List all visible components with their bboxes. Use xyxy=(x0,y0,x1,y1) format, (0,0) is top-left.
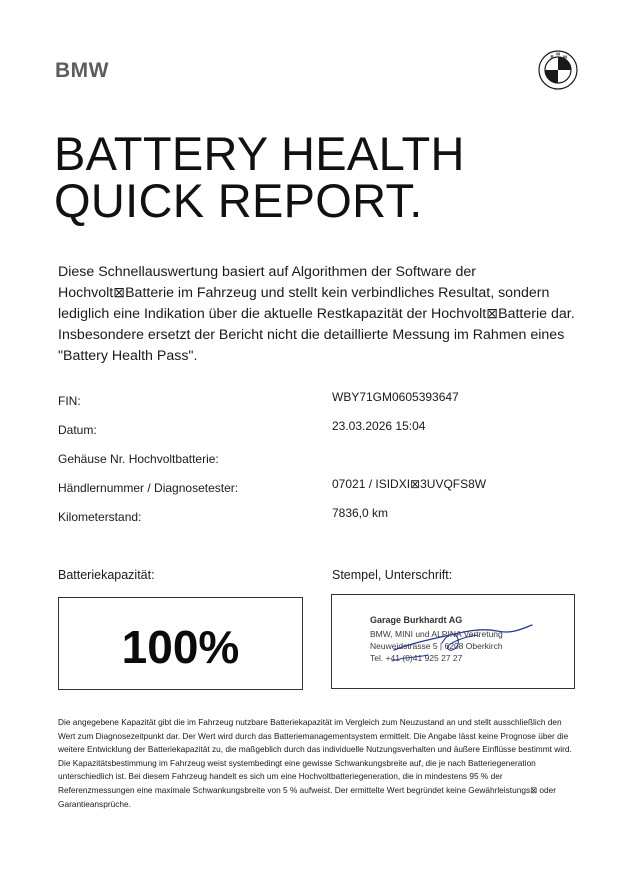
stamp-line-dealer: BMW, MINI und ALPINA Vertretung xyxy=(370,629,503,639)
title-line-2: QUICK REPORT. xyxy=(54,174,423,227)
field-label-housing-number: Gehäuse Nr. Hochvoltbatterie: xyxy=(58,452,219,466)
stamp-line-address: Neuweidstrasse 5 | 6208 Oberkirch xyxy=(370,641,503,651)
field-value-mileage: 7836,0 km xyxy=(332,506,389,520)
field-label-mileage: Kilometerstand: xyxy=(58,510,142,524)
field-value-fin: WBY71GM0605393647 xyxy=(332,390,459,404)
title-line-1: BATTERY HEALTH xyxy=(54,127,465,180)
field-value-dealer-tester: 07021 / ISIDXI⊠3UVQFS8W xyxy=(332,477,487,491)
stamp-company-name: Garage Burkhardt AG xyxy=(370,615,463,625)
page-title xyxy=(54,127,465,227)
svg-text:B: B xyxy=(550,54,554,60)
stamp-box xyxy=(331,594,575,689)
intro-paragraph: Diese Schnellauswertung basiert auf Algorithmen der Software der Hochvolt⊠Batterie im Fahrzeug und stellt kein verbindliches Resultat, sondern lediglich eine Indikation über die aktuelle Restkapazität der Hochvolt⊠Batterie dar. Insbesondere ersetzt der Bericht nicht die detaillierte Messung im Rahmen eines "Battery Health Pass". xyxy=(58,264,575,364)
bmw-roundel-logo xyxy=(538,50,578,90)
capacity-box xyxy=(58,597,303,690)
field-value-date: 23.03.2026 15:04 xyxy=(332,419,426,433)
svg-text:W: W xyxy=(563,54,568,60)
field-label-dealer-tester: Händlernummer / Diagnosetester: xyxy=(58,481,239,495)
svg-text:M: M xyxy=(556,51,560,57)
capacity-value: 100% xyxy=(121,621,240,673)
brand-wordmark: BMW xyxy=(55,59,109,82)
stamp-label: Stempel, Unterschrift: xyxy=(332,568,453,582)
disclaimer-text: Die angegebene Kapazität gibt die im Fahrzeug nutzbare Batteriekapazität im Vergleich zum Neuzustand an und stellt ausschließlich den Wert zum Diagnosezeitpunkt dar. Der Wert wird durch das Batteriemanagementsystem ermittelt. Die Angabe lässt keine Prognose über die weitere Entwicklung der Batteriekapazität zu, die maßgeblich durch das individuelle Nutzungsverhalten und äußere Einflüsse bestimmt wird. Die Kapazitätsbestimmung im Fahrzeug weist systembedingt eine gewisse Schwankungsbreite auf, die je nach Batteriegeneration unterschiedlich ist. Bei diesem Fahrzeug handelt es sich um eine Hochvoltbatteriegeneration, die in mindestens 95 % der Referenzmessungen eine maximale Schwankungsbreite von 5 % aufweist. Der ermittelte Wert begründet keine Gewährleistungs⊠ oder Garantieansprüche. xyxy=(58,717,572,809)
capacity-label: Batteriekapazität: xyxy=(58,568,155,582)
field-label-date: Datum: xyxy=(58,423,97,437)
stamp-line-phone: Tel. +41 (0)41 925 27 27 xyxy=(370,653,463,663)
handwritten-signature xyxy=(332,595,574,688)
field-label-fin: FIN: xyxy=(58,394,81,408)
